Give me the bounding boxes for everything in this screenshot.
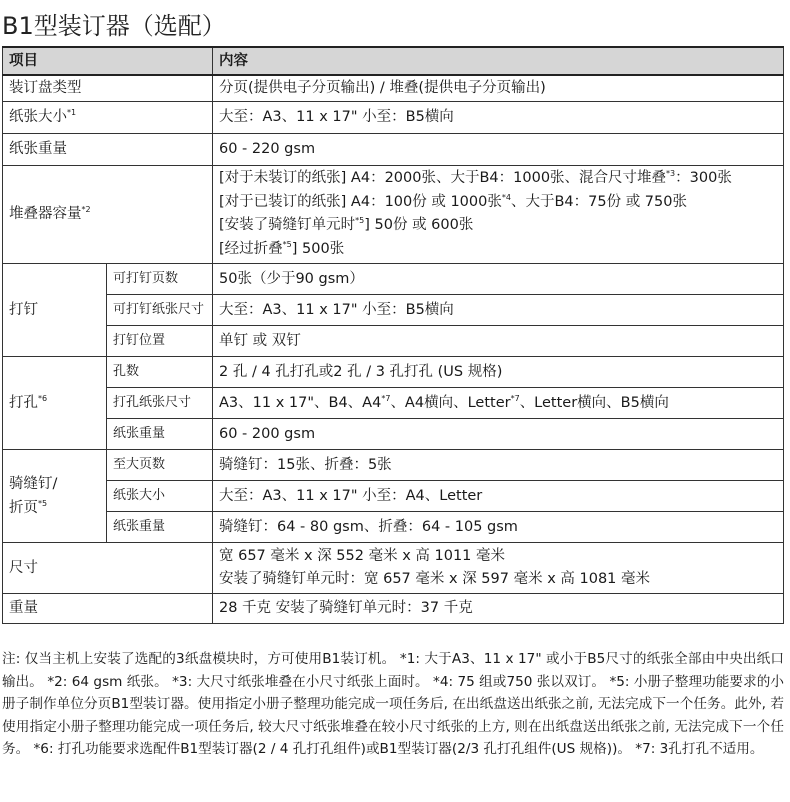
row-value: 60 - 200 gsm — [213, 418, 784, 449]
row-label: 尺寸 — [3, 542, 213, 593]
row-label: 堆叠器容量$^{*2}$ — [3, 165, 213, 263]
stacker-line: [安装了骑缝钉单元时$^{*5}$] 50份 或 600张 — [219, 216, 474, 233]
row-value: 大至：A3、11 x 17" 小至：A4、Letter — [213, 480, 784, 511]
table-row — [3, 133, 784, 165]
row-value: 大至：A3、11 x 17" 小至：B5横向 — [213, 101, 784, 133]
table-row — [3, 387, 784, 418]
header-item: 项目 — [3, 47, 213, 75]
spec-table — [2, 46, 784, 624]
row-value: 28 千克 安装了骑缝钉单元时：37 千克 — [213, 593, 784, 623]
table-row — [3, 593, 784, 623]
row-label: 打钉 — [3, 263, 107, 356]
table-row — [3, 75, 784, 101]
footnote-mark: *2 — [81, 205, 91, 215]
sub-label: 至大页数 — [107, 449, 213, 480]
stacker-line: [经过折叠$^{*5}$] 500张 — [219, 239, 345, 257]
row-label: 重量 — [3, 593, 213, 623]
row-label: 打孔$^{*6}$ — [3, 356, 107, 449]
table-row — [3, 542, 784, 593]
sub-label: 纸张大小 — [107, 480, 213, 511]
header-content: 内容 — [213, 47, 784, 75]
table-row — [3, 356, 784, 387]
row-value: 50张（少于90 gsm） — [213, 263, 784, 294]
sub-label: 打孔纸张尺寸 — [107, 387, 213, 418]
stacker-line: [对于已装订的纸张] A4：100份 或 1000张$^{*4}$、大于B4：75份 或 750张 — [219, 192, 687, 210]
sub-label: 纸张重量 — [107, 511, 213, 542]
page-title: B1型装订器（选配） — [2, 12, 226, 40]
row-value — [213, 165, 784, 263]
footnote-mark: *6 — [38, 393, 48, 403]
table-row — [3, 511, 784, 542]
stacker-line: [对于未装订的纸张] A4：2000张、大于B4：1000张、混合尺寸堆叠$^{*3}$：300张 — [219, 169, 732, 186]
sub-label: 孔数 — [107, 356, 213, 387]
row-value: 60 - 220 gsm — [213, 133, 784, 165]
row-label: 骑缝钉/ 折页$^{*5}$ — [3, 449, 107, 542]
table-header-row — [3, 47, 784, 75]
sub-label: 可打钉页数 — [107, 263, 213, 294]
sub-label: 可打钉纸张尺寸 — [107, 294, 213, 325]
table-row — [3, 325, 784, 356]
row-value: 分页(提供电子分页输出) / 堆叠(提供电子分页输出) — [213, 75, 784, 101]
row-value: 2 孔 / 4 孔打孔或2 孔 / 3 孔打孔 (US 规格) — [213, 356, 784, 387]
table-row — [3, 165, 784, 263]
row-label: 纸张大小$^{*1}$ — [3, 101, 213, 133]
row-label: 纸张重量 — [3, 133, 213, 165]
row-value: 骑缝钉：15张、折叠：5张 — [213, 449, 784, 480]
footnote-text: 注: 仅当主机上安装了选配的3纸盘模块时，方可使用B1装订机。 *1: 大于A3、11 x 17" 或小于B5尺寸的纸张全部由中央出纸口输出。 *2: 64 gsm 纸张。 *3: 大尺寸纸张堆叠在小尺寸纸张上面时。 *4: 75 组或750 张以双订。 *5: 小册子整理功能要求的小册子制作单位分页B1型装订器。使用指定小册子整理功能完成一项任务后, 在出纸盘送出纸张之前, 无法完成下一个任务。此外, 若使用指定小册子整理功能完成一项任务后, 较大尺寸纸张堆叠在较小尺寸纸张的上方, 则在出纸盘送出纸张之前, 无法完成下一个任务。 *6: 打孔功能要求选配件B1型装订器(2 / 4 孔打孔组件)或B1型装订器(2/3 孔打孔组件(US 规格))。 *7: 3孔打孔不适用。 — [2, 651, 784, 757]
table-row — [3, 294, 784, 325]
footnote-mark: *1 — [67, 108, 77, 118]
row-value: 大至：A3、11 x 17" 小至：B5横向 — [213, 294, 784, 325]
sub-label: 打钉位置 — [107, 325, 213, 356]
table-row — [3, 263, 784, 294]
sub-label: 纸张重量 — [107, 418, 213, 449]
row-label: 装订盘类型 — [3, 75, 213, 101]
table-row — [3, 449, 784, 480]
row-value: 骑缝钉：64 - 80 gsm、折叠：64 - 105 gsm — [213, 511, 784, 542]
footnote-mark: *5 — [38, 498, 48, 508]
row-value: 宽 657 毫米 x 深 552 毫米 x 高 1011 毫米 安装了骑缝钉单元时：宽 657 毫米 x 深 597 毫米 x 高 1081 毫米 — [213, 542, 784, 593]
table-row — [3, 480, 784, 511]
table-row — [3, 418, 784, 449]
row-value: A3、11 x 17"、B4、A4$^{*7}$、A4横向、Letter$^{*7}$、Letter横向、B5横向 — [213, 387, 784, 418]
table-row — [3, 101, 784, 133]
row-value: 单钉 或 双钉 — [213, 325, 784, 356]
